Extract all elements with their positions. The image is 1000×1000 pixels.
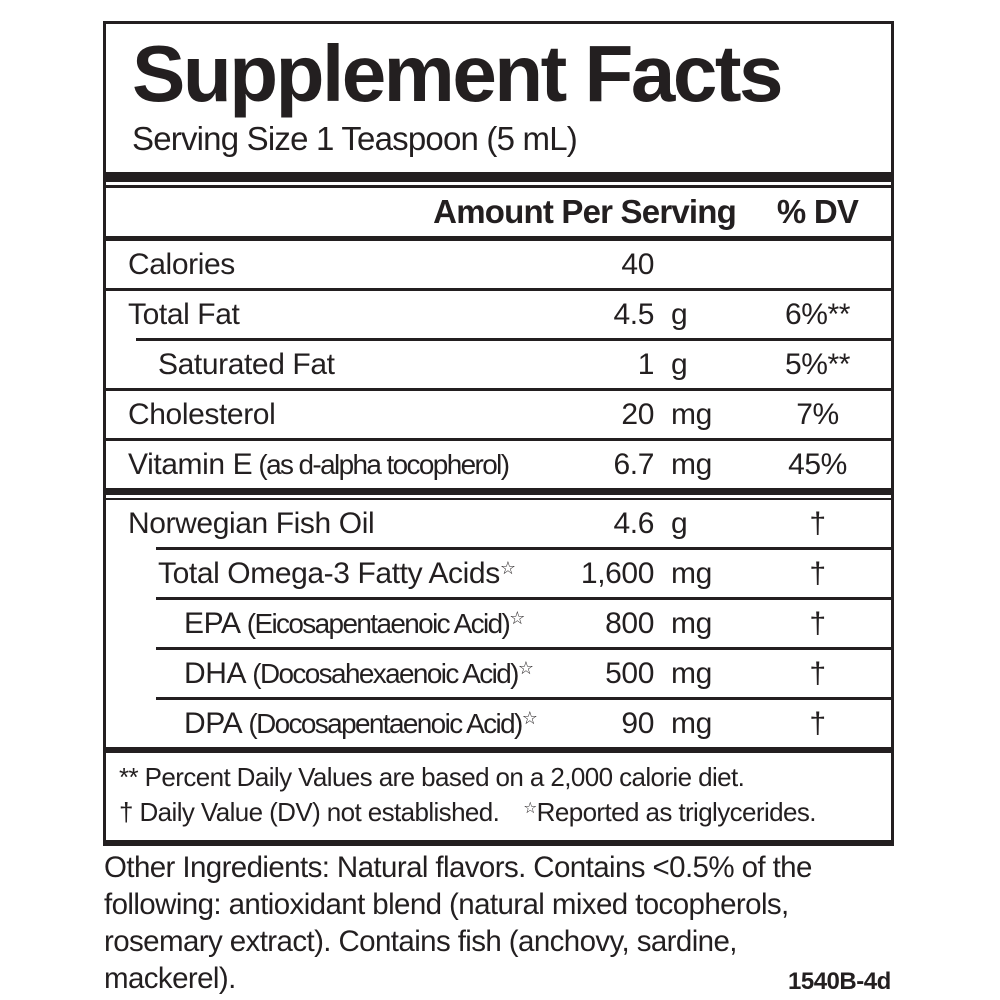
nutrient-unit: g [671, 347, 688, 381]
nutrient-amount: 4.5 [613, 297, 654, 331]
nutrient-amount: 90 [621, 706, 654, 740]
nutrient-unit: mg [671, 447, 712, 481]
footnotes [106, 753, 891, 840]
nutrient-amount: 40 [621, 247, 654, 281]
nutrient-row [106, 341, 891, 388]
nutrient-unit: g [671, 506, 688, 540]
nutrient-name: EPA (Eicosapentaenoic Acid)☆ [184, 606, 525, 640]
footnote-text: † Daily Value (DV) not established. [119, 797, 500, 827]
nutrient-name-note: (Docosahexaenoic Acid) [246, 657, 518, 689]
nutrient-dv: † [809, 506, 826, 540]
nutrient-name: DHA (Docosahexaenoic Acid)☆ [184, 656, 534, 690]
footnote-line [119, 760, 878, 795]
nutrient-row [106, 550, 891, 597]
other-ingredients-line: Other Ingredients: Natural flavors. Contains <0.5% of the [104, 851, 812, 884]
nutrient-name-note: (Eicosapentaenoic Acid) [240, 607, 510, 639]
footnote-line [119, 795, 878, 830]
star-symbol: ☆ [521, 707, 538, 728]
nutrient-name: Total Omega-3 Fatty Acids☆ [158, 556, 516, 590]
nutrient-amount: 6.7 [613, 447, 654, 481]
nutrient-dv: 7% [796, 397, 839, 431]
nutrient-dv: † [809, 556, 826, 590]
percent-dv-header: % DV [776, 193, 859, 230]
title-block [106, 24, 891, 172]
nutrient-name: DPA (Docosapentaenoic Acid)☆ [184, 706, 538, 740]
nutrient-amount: 1 [637, 347, 654, 381]
thick-divider [106, 172, 891, 188]
nutrient-name: Norwegian Fish Oil [128, 506, 375, 540]
nutrient-unit: mg [671, 606, 712, 640]
nutrient-dv: † [809, 606, 826, 640]
footnote-text: ☆Reported as triglycerides. [523, 797, 816, 827]
nutrient-row [106, 391, 891, 438]
nutrient-unit: g [671, 297, 688, 331]
amount-per-serving-header: Amount Per Serving [433, 193, 736, 230]
nutrient-row [106, 500, 891, 547]
panel-title: Supplement Facts [132, 29, 782, 118]
nutrient-amount: 1,600 [580, 556, 654, 590]
nutrient-name-note: (as d-alpha tocopherol) [252, 448, 509, 480]
other-ingredients-line: rosemary extract). Contains fish (anchovy, sardine, [104, 925, 737, 958]
nutrient-dv: 45% [788, 447, 847, 481]
nutrient-name: Total Fat [128, 297, 240, 331]
nutrient-row [106, 241, 891, 288]
nutrient-amount: 800 [605, 606, 654, 640]
nutrient-dv: 5%** [784, 347, 851, 381]
nutrient-amount: 4.6 [613, 506, 654, 540]
nutrient-row [106, 291, 891, 338]
star-symbol: ☆ [509, 607, 525, 628]
nutrient-row [106, 700, 891, 747]
nutrient-unit: mg [671, 556, 712, 590]
nutrient-dv: † [809, 706, 826, 740]
nutrient-name: Calories [128, 247, 235, 281]
supplement-facts-panel [103, 21, 894, 846]
nutrient-name: Saturated Fat [158, 347, 335, 381]
nutrient-amount: 20 [621, 397, 654, 431]
nutrient-unit: mg [671, 706, 712, 740]
nutrient-dv: † [809, 656, 826, 690]
nutrient-row [106, 441, 891, 488]
nutrient-dv: 6%** [784, 297, 851, 331]
star-symbol: ☆ [499, 557, 516, 578]
column-header-row [106, 188, 891, 241]
nutrient-name: Cholesterol [128, 397, 276, 431]
nutrient-amount: 500 [605, 656, 654, 690]
nutrient-row [106, 600, 891, 647]
nutrient-name: Vitamin E (as d-alpha tocopherol) [128, 447, 509, 481]
serving-size: Serving Size 1 Teaspoon (5 mL) [132, 120, 577, 157]
footnote-text: ** Percent Daily Values are based on a 2,000 calorie diet. [119, 762, 745, 792]
product-code: 1540B-4d [788, 968, 891, 995]
row-separator [106, 488, 891, 500]
nutrient-name-note: (Docosapentaenoic Acid) [242, 707, 522, 739]
other-ingredients-line: mackerel). [104, 962, 236, 995]
star-symbol: ☆ [523, 800, 537, 818]
star-symbol: ☆ [517, 657, 534, 678]
other-ingredients-line: following: antioxidant blend (natural mixed tocopherols, [104, 888, 789, 921]
nutrient-rows [106, 241, 891, 747]
nutrient-unit: mg [671, 656, 712, 690]
nutrient-unit: mg [671, 397, 712, 431]
nutrient-row [106, 650, 891, 697]
